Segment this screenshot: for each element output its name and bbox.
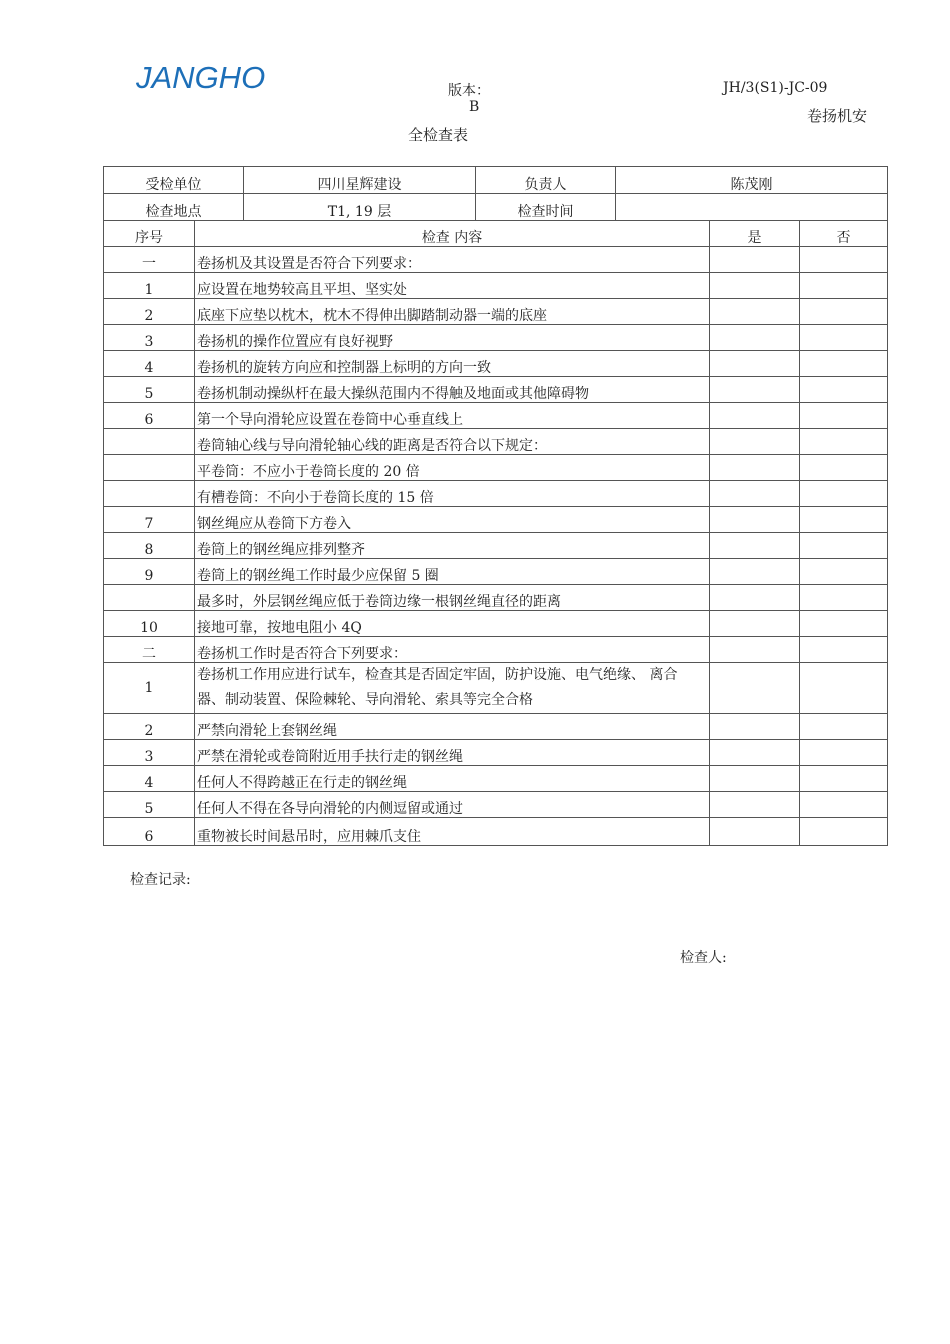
yes-checkbox-cell[interactable] — [710, 559, 800, 585]
row-content: 接地可靠，按地电阻小 4Q — [195, 611, 710, 637]
row-number: 一 — [104, 247, 195, 273]
row-number: 10 — [104, 611, 195, 637]
checklist-rows — [104, 247, 888, 846]
no-checkbox-cell[interactable] — [800, 818, 888, 846]
table-row — [104, 766, 888, 792]
no-checkbox-cell[interactable] — [800, 740, 888, 766]
yes-checkbox-cell[interactable] — [710, 351, 800, 377]
row-content: 最多时，外层钢丝绳应低于卷筒边缘一根钢丝绳直径的距离 — [195, 585, 710, 611]
row-content: 卷扬机的旋转方向应和控制器上标明的方向一致 — [195, 351, 710, 377]
row-content: 卷扬机工作用应进行试车，检查其是否固定牢固，防护设施、电气绝缘、 离合器、制动装置、保险棘轮、导向滑轮、索具等完全合格 — [195, 663, 710, 714]
col-header-content: 检查 内容 — [195, 221, 710, 247]
no-checkbox-cell[interactable] — [800, 429, 888, 455]
col-header-no: 否 — [800, 221, 888, 247]
table-row — [104, 299, 888, 325]
yes-checkbox-cell[interactable] — [710, 663, 800, 714]
yes-checkbox-cell[interactable] — [710, 533, 800, 559]
col-header-yes: 是 — [710, 221, 800, 247]
no-checkbox-cell[interactable] — [800, 507, 888, 533]
table-row — [104, 559, 888, 585]
row-number: 二 — [104, 637, 195, 663]
row-number: 1 — [104, 663, 195, 714]
row-number — [104, 481, 195, 507]
row-number: 5 — [104, 377, 195, 403]
row-number: 9 — [104, 559, 195, 585]
time-label: 检查时间 — [476, 194, 616, 221]
unit-value[interactable]: 四川星辉建设 — [244, 167, 476, 194]
table-row — [104, 403, 888, 429]
row-number: 8 — [104, 533, 195, 559]
row-content: 卷筒上的钢丝绳工作时最少应保留 5 圈 — [195, 559, 710, 585]
row-content: 第一个导向滑轮应设置在卷筒中心垂直线上 — [195, 403, 710, 429]
column-header-row — [104, 221, 888, 247]
row-number: 2 — [104, 299, 195, 325]
no-checkbox-cell[interactable] — [800, 403, 888, 429]
table-row — [104, 351, 888, 377]
no-checkbox-cell[interactable] — [800, 559, 888, 585]
row-number: 6 — [104, 403, 195, 429]
no-checkbox-cell[interactable] — [800, 299, 888, 325]
no-checkbox-cell[interactable] — [800, 792, 888, 818]
person-value[interactable]: 陈茂刚 — [616, 167, 888, 194]
table-row — [104, 792, 888, 818]
row-number — [104, 585, 195, 611]
yes-checkbox-cell[interactable] — [710, 429, 800, 455]
title-part-1: 卷扬机安 — [807, 107, 868, 125]
row-content: 卷筒轴心线与导向滑轮轴心线的距离是否符合以下规定： — [195, 429, 710, 455]
row-content: 重物被长时间悬吊时，应用棘爪支住 — [195, 818, 710, 846]
table-row — [104, 533, 888, 559]
row-content: 平卷筒：不应小于卷筒长度的 20 倍 — [195, 455, 710, 481]
row-content: 底座下应垫以枕木，枕木不得伸出脚踏制动器一端的底座 — [195, 299, 710, 325]
table-row — [104, 740, 888, 766]
yes-checkbox-cell[interactable] — [710, 611, 800, 637]
yes-checkbox-cell[interactable] — [710, 273, 800, 299]
no-checkbox-cell[interactable] — [800, 533, 888, 559]
row-content: 卷筒上的钢丝绳应排列整齐 — [195, 533, 710, 559]
row-number: 2 — [104, 714, 195, 740]
yes-checkbox-cell[interactable] — [710, 247, 800, 273]
yes-checkbox-cell[interactable] — [710, 818, 800, 846]
info-row-unit — [104, 167, 888, 194]
table-row — [104, 429, 888, 455]
table-row — [104, 455, 888, 481]
company-logo: JANGHO — [136, 60, 266, 95]
row-content: 任何人不得跨越正在行走的钢丝绳 — [195, 766, 710, 792]
row-number: 1 — [104, 273, 195, 299]
person-label: 负责人 — [476, 167, 616, 194]
table-row — [104, 325, 888, 351]
table-row — [104, 611, 888, 637]
table-row — [104, 637, 888, 663]
yes-checkbox-cell[interactable] — [710, 740, 800, 766]
yes-checkbox-cell[interactable] — [710, 637, 800, 663]
yes-checkbox-cell[interactable] — [710, 377, 800, 403]
unit-label: 受检单位 — [104, 167, 244, 194]
col-header-num: 序号 — [104, 221, 195, 247]
version-value: B — [469, 99, 480, 115]
row-number: 5 — [104, 792, 195, 818]
yes-checkbox-cell[interactable] — [710, 507, 800, 533]
no-checkbox-cell[interactable] — [800, 663, 888, 714]
yes-checkbox-cell[interactable] — [710, 455, 800, 481]
location-label: 检查地点 — [104, 194, 244, 221]
row-content: 钢丝绳应从卷筒下方卷入 — [195, 507, 710, 533]
inspector-label: 检查人: — [680, 950, 727, 966]
yes-checkbox-cell[interactable] — [710, 585, 800, 611]
row-number: 3 — [104, 740, 195, 766]
version-label: 版本： — [448, 83, 490, 99]
inspection-table — [103, 166, 888, 846]
no-checkbox-cell[interactable] — [800, 325, 888, 351]
no-checkbox-cell[interactable] — [800, 637, 888, 663]
table-row — [104, 663, 888, 714]
table-row — [104, 247, 888, 273]
row-content: 卷扬机的操作位置应有良好视野 — [195, 325, 710, 351]
row-number: 4 — [104, 766, 195, 792]
row-content: 严禁在滑轮或卷筒附近用手扶行走的钢丝绳 — [195, 740, 710, 766]
info-row-location — [104, 194, 888, 221]
no-checkbox-cell[interactable] — [800, 714, 888, 740]
yes-checkbox-cell[interactable] — [710, 325, 800, 351]
table-row — [104, 818, 888, 846]
row-content: 应设置在地势较高且平坦、坚实处 — [195, 273, 710, 299]
table-row — [104, 481, 888, 507]
table-row — [104, 377, 888, 403]
title-part-2: 全检查表 — [408, 126, 469, 144]
row-number — [104, 429, 195, 455]
yes-checkbox-cell[interactable] — [710, 403, 800, 429]
row-content: 任何人不得在各导向滑轮的内侧逗留或通过 — [195, 792, 710, 818]
no-checkbox-cell[interactable] — [800, 766, 888, 792]
table-row — [104, 585, 888, 611]
row-number: 3 — [104, 325, 195, 351]
table-row — [104, 273, 888, 299]
no-checkbox-cell[interactable] — [800, 247, 888, 273]
row-number: 4 — [104, 351, 195, 377]
yes-checkbox-cell[interactable] — [710, 792, 800, 818]
no-checkbox-cell[interactable] — [800, 455, 888, 481]
yes-checkbox-cell[interactable] — [710, 766, 800, 792]
row-content: 卷扬机及其设置是否符合下列要求： — [195, 247, 710, 273]
table-row — [104, 714, 888, 740]
no-checkbox-cell[interactable] — [800, 273, 888, 299]
row-number: 7 — [104, 507, 195, 533]
yes-checkbox-cell[interactable] — [710, 481, 800, 507]
row-content: 卷扬机工作时是否符合下列要求： — [195, 637, 710, 663]
no-checkbox-cell[interactable] — [800, 481, 888, 507]
row-content: 严禁向滑轮上套钢丝绳 — [195, 714, 710, 740]
row-content: 有槽卷筒：不向小于卷筒长度的 15 倍 — [195, 481, 710, 507]
document-code: JH/3(S1)-JC-09 — [723, 80, 828, 96]
time-value[interactable] — [616, 194, 888, 221]
yes-checkbox-cell[interactable] — [710, 299, 800, 325]
row-number: 6 — [104, 818, 195, 846]
record-label: 检查记录: — [130, 872, 191, 888]
row-number — [104, 455, 195, 481]
no-checkbox-cell[interactable] — [800, 377, 888, 403]
row-content: 卷扬机制动操纵杆在最大操纵范围内不得触及地面或其他障碍物 — [195, 377, 710, 403]
yes-checkbox-cell[interactable] — [710, 714, 800, 740]
table-row — [104, 507, 888, 533]
no-checkbox-cell[interactable] — [800, 585, 888, 611]
no-checkbox-cell[interactable] — [800, 611, 888, 637]
no-checkbox-cell[interactable] — [800, 351, 888, 377]
location-value[interactable]: T1, 19 层 — [244, 194, 476, 221]
